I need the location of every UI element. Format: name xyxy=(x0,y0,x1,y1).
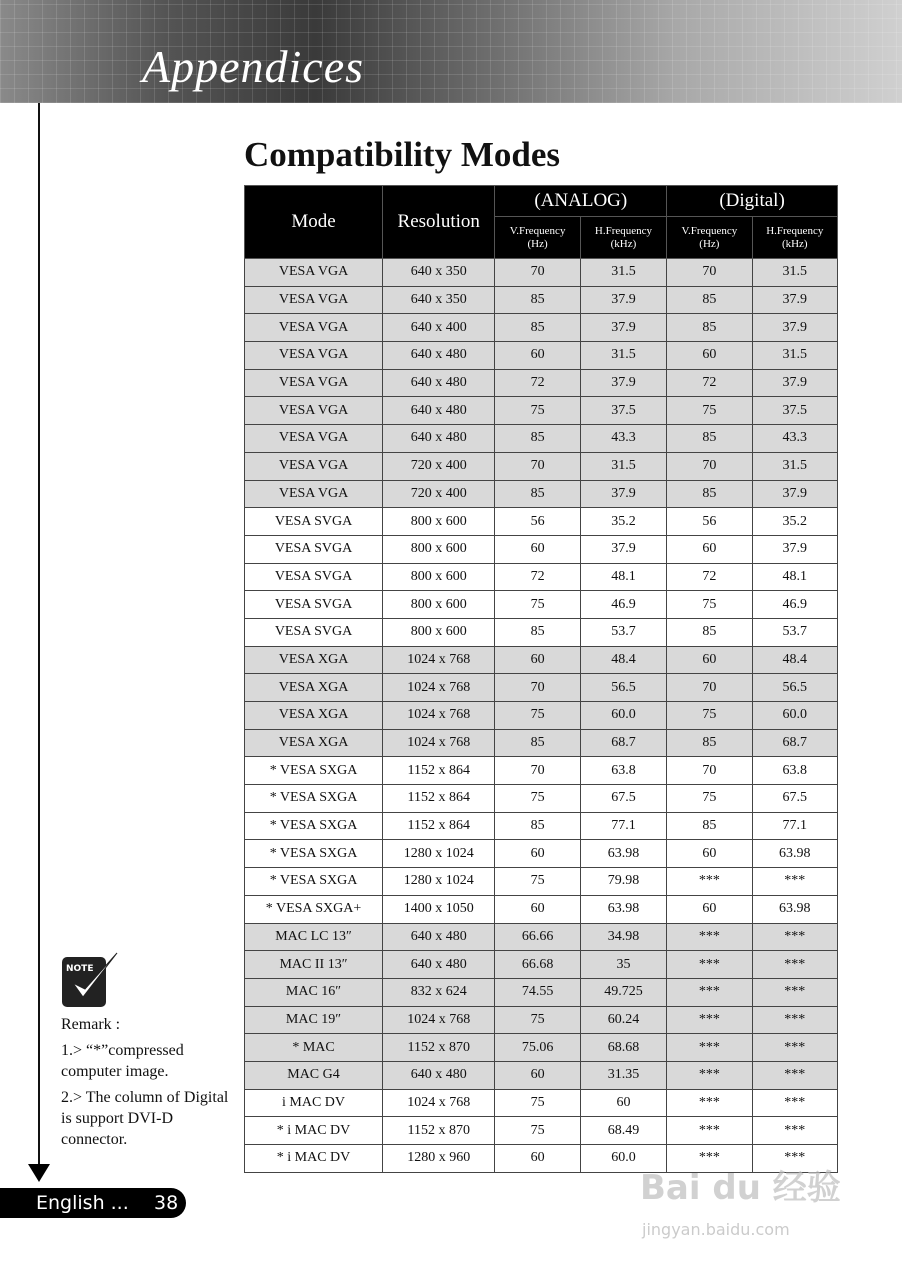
cell-mode: VESA SVGA xyxy=(245,563,383,591)
cell-analog-hfreq: 35.2 xyxy=(580,508,666,536)
cell-digital-vfreq: 85 xyxy=(667,314,752,342)
table-row xyxy=(245,480,838,508)
cell-analog-hfreq: 60.0 xyxy=(580,1145,666,1173)
table-row xyxy=(245,978,838,1006)
table-row xyxy=(245,951,838,979)
cell-analog-vfreq: 75 xyxy=(495,785,580,813)
cell-analog-vfreq: 72 xyxy=(495,563,580,591)
cell-analog-hfreq: 48.1 xyxy=(580,563,666,591)
table-row xyxy=(245,757,838,785)
cell-mode: VESA VGA xyxy=(245,314,383,342)
cell-digital-hfreq: 43.3 xyxy=(752,425,837,453)
cell-analog-hfreq: 56.5 xyxy=(580,674,666,702)
cell-analog-vfreq: 56 xyxy=(495,508,580,536)
section-title: Appendices xyxy=(142,41,365,92)
header-unit: (kHz) xyxy=(781,237,808,250)
table-row xyxy=(245,840,838,868)
cell-analog-vfreq: 70 xyxy=(495,674,580,702)
cell-analog-vfreq: 72 xyxy=(495,369,580,397)
cell-analog-vfreq: 60 xyxy=(495,1061,580,1089)
header-digital-hfreq xyxy=(752,217,837,259)
arrow-down-icon xyxy=(28,1164,50,1182)
cell-analog-hfreq: 37.5 xyxy=(580,397,666,425)
cell-analog-hfreq: 48.4 xyxy=(580,646,666,674)
cell-digital-vfreq: 60 xyxy=(667,646,752,674)
cell-digital-vfreq: 75 xyxy=(667,702,752,730)
cell-analog-hfreq: 67.5 xyxy=(580,785,666,813)
cell-resolution: 832 x 624 xyxy=(383,978,495,1006)
cell-resolution: 1152 x 864 xyxy=(383,785,495,813)
cell-digital-hfreq: *** xyxy=(752,1006,837,1034)
cell-analog-vfreq: 60 xyxy=(495,342,580,370)
cell-digital-hfreq: 63.98 xyxy=(752,895,837,923)
cell-resolution: 1024 x 768 xyxy=(383,729,495,757)
header-analog: (ANALOG) xyxy=(495,186,667,217)
cell-resolution: 1024 x 768 xyxy=(383,1089,495,1117)
cell-analog-hfreq: 68.7 xyxy=(580,729,666,757)
table-row xyxy=(245,425,838,453)
cell-digital-hfreq: *** xyxy=(752,978,837,1006)
cell-resolution: 640 x 480 xyxy=(383,951,495,979)
table-row xyxy=(245,674,838,702)
cell-digital-vfreq: *** xyxy=(667,1034,752,1062)
cell-analog-vfreq: 60 xyxy=(495,646,580,674)
table-row xyxy=(245,591,838,619)
cell-mode: VESA SVGA xyxy=(245,508,383,536)
cell-analog-vfreq: 60 xyxy=(495,1145,580,1173)
cell-digital-hfreq: 48.1 xyxy=(752,563,837,591)
cell-mode: * VESA SXGA xyxy=(245,812,383,840)
footer-page-tab xyxy=(0,1188,186,1218)
cell-analog-hfreq: 31.5 xyxy=(580,259,666,287)
table-row xyxy=(245,342,838,370)
cell-digital-hfreq: 68.7 xyxy=(752,729,837,757)
cell-analog-vfreq: 85 xyxy=(495,812,580,840)
table-row xyxy=(245,286,838,314)
compatibility-table xyxy=(244,185,838,1173)
page-number: 38 xyxy=(154,1192,179,1214)
cell-analog-vfreq: 85 xyxy=(495,425,580,453)
header-resolution: Resolution xyxy=(383,186,495,259)
header-text: V.Frequency xyxy=(681,224,738,237)
cell-digital-vfreq: 70 xyxy=(667,757,752,785)
cell-resolution: 640 x 480 xyxy=(383,923,495,951)
table-row xyxy=(245,508,838,536)
cell-digital-vfreq: *** xyxy=(667,1145,752,1173)
cell-analog-hfreq: 77.1 xyxy=(580,812,666,840)
cell-resolution: 800 x 600 xyxy=(383,591,495,619)
header-unit: (kHz) xyxy=(610,237,637,250)
header-text: H.Frequency xyxy=(594,224,653,237)
cell-mode: VESA SVGA xyxy=(245,618,383,646)
header-text: V.Frequency xyxy=(509,224,566,237)
table-row xyxy=(245,397,838,425)
cell-analog-vfreq: 75 xyxy=(495,1006,580,1034)
cell-digital-hfreq: 56.5 xyxy=(752,674,837,702)
cell-resolution: 720 x 400 xyxy=(383,480,495,508)
cell-digital-hfreq: 77.1 xyxy=(752,812,837,840)
cell-digital-hfreq: *** xyxy=(752,868,837,896)
cell-digital-hfreq: 63.8 xyxy=(752,757,837,785)
cell-analog-vfreq: 75 xyxy=(495,702,580,730)
cell-digital-vfreq: 75 xyxy=(667,785,752,813)
cell-digital-hfreq: 37.5 xyxy=(752,397,837,425)
cell-digital-hfreq: 31.5 xyxy=(752,259,837,287)
cell-analog-vfreq: 70 xyxy=(495,757,580,785)
cell-analog-vfreq: 60 xyxy=(495,840,580,868)
cell-analog-hfreq: 60.24 xyxy=(580,1006,666,1034)
cell-digital-hfreq: *** xyxy=(752,1089,837,1117)
cell-mode: * VESA SXGA xyxy=(245,868,383,896)
header-text: H.Frequency xyxy=(766,224,824,237)
cell-analog-hfreq: 37.9 xyxy=(580,369,666,397)
cell-digital-vfreq: 85 xyxy=(667,480,752,508)
cell-resolution: 720 x 400 xyxy=(383,452,495,480)
cell-analog-hfreq: 31.5 xyxy=(580,342,666,370)
cell-analog-vfreq: 60 xyxy=(495,535,580,563)
cell-resolution: 1152 x 864 xyxy=(383,812,495,840)
cell-resolution: 640 x 480 xyxy=(383,369,495,397)
cell-digital-hfreq: *** xyxy=(752,1034,837,1062)
header-digital-vfreq xyxy=(667,217,752,259)
cell-resolution: 1024 x 768 xyxy=(383,702,495,730)
cell-analog-hfreq: 53.7 xyxy=(580,618,666,646)
cell-mode: VESA XGA xyxy=(245,729,383,757)
cell-analog-hfreq: 49.725 xyxy=(580,978,666,1006)
cell-digital-hfreq: 63.98 xyxy=(752,840,837,868)
cell-digital-vfreq: 72 xyxy=(667,563,752,591)
cell-resolution: 1024 x 768 xyxy=(383,646,495,674)
cell-resolution: 1280 x 1024 xyxy=(383,868,495,896)
cell-resolution: 640 x 480 xyxy=(383,397,495,425)
cell-digital-hfreq: 37.9 xyxy=(752,286,837,314)
cell-digital-vfreq: 85 xyxy=(667,729,752,757)
cell-resolution: 640 x 400 xyxy=(383,314,495,342)
table-row xyxy=(245,923,838,951)
table-row xyxy=(245,646,838,674)
cell-analog-hfreq: 34.98 xyxy=(580,923,666,951)
margin-line xyxy=(38,103,40,1165)
cell-analog-hfreq: 63.8 xyxy=(580,757,666,785)
table-row xyxy=(245,895,838,923)
footer-language: English ... xyxy=(36,1192,129,1214)
cell-analog-hfreq: 37.9 xyxy=(580,480,666,508)
cell-analog-hfreq: 37.9 xyxy=(580,314,666,342)
cell-digital-vfreq: 70 xyxy=(667,452,752,480)
cell-resolution: 1152 x 870 xyxy=(383,1034,495,1062)
cell-mode: VESA VGA xyxy=(245,480,383,508)
cell-resolution: 640 x 480 xyxy=(383,425,495,453)
header-mode: Mode xyxy=(245,186,383,259)
cell-mode: VESA VGA xyxy=(245,452,383,480)
cell-digital-hfreq: *** xyxy=(752,923,837,951)
cell-mode: * VESA SXGA xyxy=(245,840,383,868)
cell-digital-vfreq: 56 xyxy=(667,508,752,536)
cell-analog-hfreq: 63.98 xyxy=(580,840,666,868)
header-analog-vfreq xyxy=(495,217,580,259)
cell-digital-vfreq: 60 xyxy=(667,342,752,370)
header-analog-hfreq xyxy=(580,217,666,259)
cell-resolution: 1400 x 1050 xyxy=(383,895,495,923)
cell-digital-vfreq: 75 xyxy=(667,591,752,619)
note-check-icon xyxy=(61,951,119,1009)
cell-digital-vfreq: 85 xyxy=(667,425,752,453)
cell-analog-vfreq: 85 xyxy=(495,618,580,646)
cell-analog-hfreq: 35 xyxy=(580,951,666,979)
cell-digital-hfreq: *** xyxy=(752,1117,837,1145)
cell-digital-vfreq: 85 xyxy=(667,812,752,840)
cell-digital-vfreq: 72 xyxy=(667,369,752,397)
table-row xyxy=(245,868,838,896)
cell-analog-hfreq: 37.9 xyxy=(580,286,666,314)
cell-analog-hfreq: 68.49 xyxy=(580,1117,666,1145)
cell-digital-hfreq: *** xyxy=(752,1145,837,1173)
cell-resolution: 1152 x 870 xyxy=(383,1117,495,1145)
cell-mode: VESA VGA xyxy=(245,286,383,314)
header-unit: (Hz) xyxy=(699,237,720,250)
cell-mode: * MAC xyxy=(245,1034,383,1062)
cell-resolution: 1152 x 864 xyxy=(383,757,495,785)
remark-note xyxy=(61,1014,243,1155)
svg-text:NOTE: NOTE xyxy=(66,964,94,974)
table-row xyxy=(245,452,838,480)
cell-analog-vfreq: 85 xyxy=(495,286,580,314)
cell-resolution: 640 x 480 xyxy=(383,342,495,370)
table-row xyxy=(245,702,838,730)
header-digital: (Digital) xyxy=(667,186,838,217)
table-row xyxy=(245,314,838,342)
table-row xyxy=(245,535,838,563)
cell-digital-hfreq: 67.5 xyxy=(752,785,837,813)
cell-mode: VESA VGA xyxy=(245,342,383,370)
cell-mode: * VESA SXGA xyxy=(245,785,383,813)
cell-mode: VESA XGA xyxy=(245,646,383,674)
cell-analog-hfreq: 46.9 xyxy=(580,591,666,619)
table-row xyxy=(245,1089,838,1117)
cell-analog-vfreq: 75 xyxy=(495,1089,580,1117)
cell-analog-vfreq: 74.55 xyxy=(495,978,580,1006)
cell-digital-vfreq: 85 xyxy=(667,618,752,646)
cell-analog-vfreq: 75 xyxy=(495,1117,580,1145)
table-row xyxy=(245,812,838,840)
remark-item-1: 1.> “*”compressed computer image. xyxy=(61,1042,184,1080)
cell-analog-hfreq: 31.5 xyxy=(580,452,666,480)
cell-mode: VESA SVGA xyxy=(245,591,383,619)
table-row xyxy=(245,563,838,591)
table-row xyxy=(245,1117,838,1145)
cell-mode: VESA VGA xyxy=(245,397,383,425)
cell-mode: VESA SVGA xyxy=(245,535,383,563)
cell-mode: MAC 19″ xyxy=(245,1006,383,1034)
cell-mode: MAC LC 13″ xyxy=(245,923,383,951)
cell-resolution: 1024 x 768 xyxy=(383,674,495,702)
cell-digital-vfreq: *** xyxy=(667,1006,752,1034)
cell-digital-vfreq: *** xyxy=(667,1089,752,1117)
cell-resolution: 1280 x 1024 xyxy=(383,840,495,868)
cell-resolution: 640 x 350 xyxy=(383,286,495,314)
cell-analog-vfreq: 85 xyxy=(495,480,580,508)
cell-mode: VESA XGA xyxy=(245,702,383,730)
cell-mode: VESA VGA xyxy=(245,259,383,287)
watermark-url: jingyan.baidu.com xyxy=(642,1220,790,1239)
cell-mode: VESA VGA xyxy=(245,425,383,453)
table-row xyxy=(245,369,838,397)
cell-resolution: 640 x 350 xyxy=(383,259,495,287)
cell-mode: MAC II 13″ xyxy=(245,951,383,979)
cell-mode: MAC G4 xyxy=(245,1061,383,1089)
cell-mode: VESA XGA xyxy=(245,674,383,702)
cell-digital-hfreq: 37.9 xyxy=(752,314,837,342)
cell-mode: i MAC DV xyxy=(245,1089,383,1117)
cell-resolution: 800 x 600 xyxy=(383,535,495,563)
table-body xyxy=(245,259,838,1173)
table-row xyxy=(245,618,838,646)
table-row xyxy=(245,729,838,757)
cell-analog-vfreq: 85 xyxy=(495,314,580,342)
cell-digital-vfreq: *** xyxy=(667,868,752,896)
cell-digital-vfreq: *** xyxy=(667,1117,752,1145)
table-row xyxy=(245,785,838,813)
cell-resolution: 1024 x 768 xyxy=(383,1006,495,1034)
table-row xyxy=(245,259,838,287)
cell-resolution: 800 x 600 xyxy=(383,563,495,591)
cell-analog-vfreq: 70 xyxy=(495,452,580,480)
cell-digital-vfreq: 75 xyxy=(667,397,752,425)
cell-digital-hfreq: 53.7 xyxy=(752,618,837,646)
cell-mode: * i MAC DV xyxy=(245,1145,383,1173)
cell-digital-hfreq: 35.2 xyxy=(752,508,837,536)
cell-analog-hfreq: 60 xyxy=(580,1089,666,1117)
remark-title: Remark : xyxy=(61,1016,121,1033)
cell-analog-hfreq: 68.68 xyxy=(580,1034,666,1062)
cell-mode: * i MAC DV xyxy=(245,1117,383,1145)
cell-digital-hfreq: 37.9 xyxy=(752,369,837,397)
cell-digital-hfreq: 37.9 xyxy=(752,535,837,563)
cell-analog-hfreq: 37.9 xyxy=(580,535,666,563)
cell-digital-vfreq: 85 xyxy=(667,286,752,314)
cell-digital-hfreq: *** xyxy=(752,951,837,979)
cell-analog-vfreq: 75 xyxy=(495,868,580,896)
cell-digital-hfreq: 48.4 xyxy=(752,646,837,674)
cell-resolution: 800 x 600 xyxy=(383,618,495,646)
cell-mode: MAC 16″ xyxy=(245,978,383,1006)
cell-digital-vfreq: *** xyxy=(667,1061,752,1089)
table-row xyxy=(245,1006,838,1034)
cell-analog-hfreq: 79.98 xyxy=(580,868,666,896)
cell-digital-vfreq: *** xyxy=(667,923,752,951)
cell-resolution: 800 x 600 xyxy=(383,508,495,536)
cell-analog-vfreq: 75.06 xyxy=(495,1034,580,1062)
cell-analog-vfreq: 60 xyxy=(495,895,580,923)
cell-analog-vfreq: 66.66 xyxy=(495,923,580,951)
cell-mode: * VESA SXGA xyxy=(245,757,383,785)
remark-item-2: 2.> The column of Digital is support DVI-D connector. xyxy=(61,1089,229,1148)
cell-analog-hfreq: 60.0 xyxy=(580,702,666,730)
cell-analog-vfreq: 75 xyxy=(495,591,580,619)
cell-analog-vfreq: 75 xyxy=(495,397,580,425)
cell-mode: * VESA SXGA+ xyxy=(245,895,383,923)
cell-analog-vfreq: 70 xyxy=(495,259,580,287)
cell-mode: VESA VGA xyxy=(245,369,383,397)
cell-digital-vfreq: 70 xyxy=(667,259,752,287)
cell-analog-hfreq: 43.3 xyxy=(580,425,666,453)
watermark-logo: Bai du 经验 xyxy=(640,1168,841,1208)
cell-digital-vfreq: 60 xyxy=(667,895,752,923)
cell-analog-hfreq: 63.98 xyxy=(580,895,666,923)
cell-digital-hfreq: 37.9 xyxy=(752,480,837,508)
cell-resolution: 640 x 480 xyxy=(383,1061,495,1089)
table-row xyxy=(245,1061,838,1089)
cell-digital-vfreq: 60 xyxy=(667,535,752,563)
cell-analog-vfreq: 66.68 xyxy=(495,951,580,979)
cell-digital-hfreq: 31.5 xyxy=(752,342,837,370)
cell-digital-vfreq: 70 xyxy=(667,674,752,702)
cell-analog-vfreq: 85 xyxy=(495,729,580,757)
cell-resolution: 1280 x 960 xyxy=(383,1145,495,1173)
cell-digital-vfreq: 60 xyxy=(667,840,752,868)
cell-digital-hfreq: 46.9 xyxy=(752,591,837,619)
cell-digital-vfreq: *** xyxy=(667,951,752,979)
cell-digital-hfreq: 31.5 xyxy=(752,452,837,480)
header-unit: (Hz) xyxy=(527,237,548,250)
table-row xyxy=(245,1034,838,1062)
cell-digital-hfreq: 60.0 xyxy=(752,702,837,730)
cell-digital-hfreq: *** xyxy=(752,1061,837,1089)
header-banner xyxy=(0,0,902,103)
page-title: Compatibility Modes xyxy=(244,135,560,174)
cell-analog-hfreq: 31.35 xyxy=(580,1061,666,1089)
cell-digital-vfreq: *** xyxy=(667,978,752,1006)
